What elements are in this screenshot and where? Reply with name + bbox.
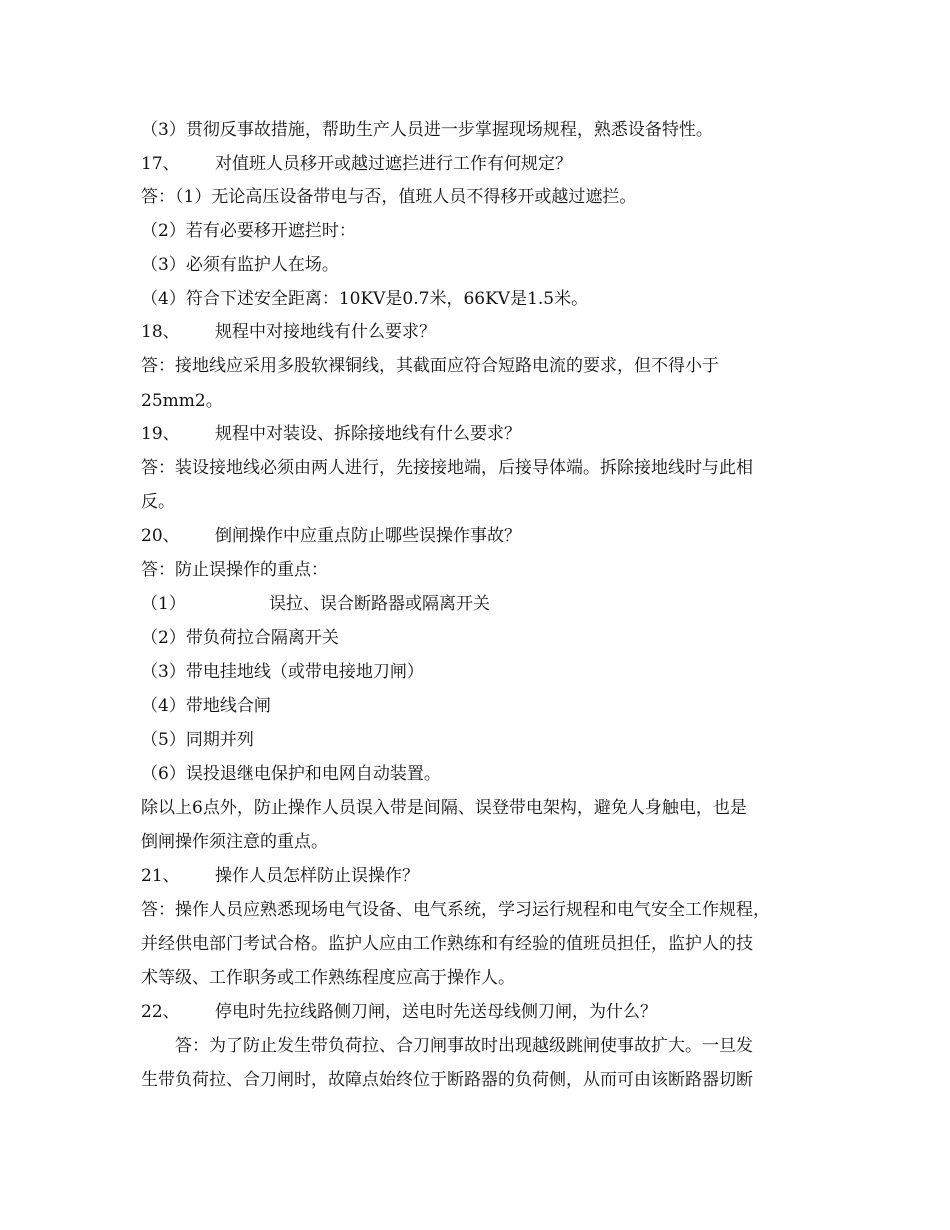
question-number: 19、	[141, 424, 180, 444]
item-text: 误拉、误合断路器或隔离开关	[269, 594, 490, 614]
text-line: 答：防止误操作的重点：	[141, 560, 328, 580]
text-line: 生带负荷拉、合刀闸时，故障点始终位于断路器的负荷侧，从而可由该断路器切断	[141, 1070, 753, 1090]
text-line: 答：接地线应采用多股软裸铜线，其截面应符合短路电流的要求，但不得小于	[141, 356, 719, 376]
list-item	[141, 592, 490, 616]
text-line: 答：为了防止发生带负荷拉、合刀闸事故时出现越级跳闸使事故扩大。一旦发	[175, 1036, 753, 1056]
question-21	[141, 864, 419, 888]
list-item: （2）带负荷拉合隔离开关	[141, 628, 339, 648]
text-line: 倒闸操作须注意的重点。	[141, 832, 328, 852]
question-22	[141, 1000, 657, 1024]
question-text: 操作人员怎样防止误操作？	[215, 866, 419, 886]
question-text: 倒闸操作中应重点防止哪些误操作事故？	[215, 526, 521, 546]
question-20	[141, 524, 521, 548]
text-line: 25mm2。	[141, 391, 223, 411]
question-18	[141, 320, 436, 344]
question-19	[141, 422, 521, 446]
text-line: 反。	[141, 492, 175, 512]
list-item: （6）误投退继电保护和电网自动装置。	[141, 764, 441, 784]
text-line: 答：（1）无论高压设备带电与否，值班人员不得移开或越过遮拦。	[141, 187, 637, 207]
text-line: 并经供电部门考试合格。监护人应由工作熟练和有经验的值班员担任，监护人的技	[141, 934, 753, 954]
question-17	[141, 152, 572, 176]
question-text: 规程中对装设、拆除接地线有什么要求？	[215, 424, 521, 444]
question-number: 21、	[141, 866, 180, 886]
text-line: 答：操作人员应熟悉现场电气设备、电气系统，学习运行规程和电气安全工作规程，	[141, 900, 770, 920]
text-line: 除以上6点外，防止操作人员误入带是间隔、误登带电架构，避免人身触电，也是	[141, 798, 747, 818]
question-number: 17、	[141, 154, 180, 174]
list-item: （4）带地线合闸	[141, 696, 271, 716]
question-text: 规程中对接地线有什么要求？	[215, 322, 436, 342]
text-line: （4）符合下述安全距离：10KV是0.7米，66KV是1.5米。	[141, 289, 589, 309]
question-number: 20、	[141, 526, 180, 546]
text-line: 术等级、工作职务或工作熟练程度应高于操作人。	[141, 968, 515, 988]
question-number: 22、	[141, 1002, 180, 1022]
question-text: 对值班人员移开或越过遮拦进行工作有何规定？	[215, 154, 572, 174]
text-line: 答：装设接地线必须由两人进行，先接接地端，后接导体端。拆除接地线时与此相	[141, 458, 753, 478]
text-line: （3）必须有监护人在场。	[141, 255, 339, 275]
question-number: 18、	[141, 322, 180, 342]
question-text: 停电时先拉线路侧刀闸，送电时先送母线侧刀闸，为什么？	[215, 1002, 657, 1022]
item-label: （1）	[141, 594, 186, 614]
text-line: （3）贯彻反事故措施，帮助生产人员进一步掌握现场规程，熟悉设备特性。	[141, 120, 713, 140]
text-line: （2）若有必要移开遮拦时：	[141, 221, 356, 241]
list-item: （5）同期并列	[141, 730, 254, 750]
list-item: （3）带电挂地线（或带电接地刀闸）	[141, 662, 424, 682]
